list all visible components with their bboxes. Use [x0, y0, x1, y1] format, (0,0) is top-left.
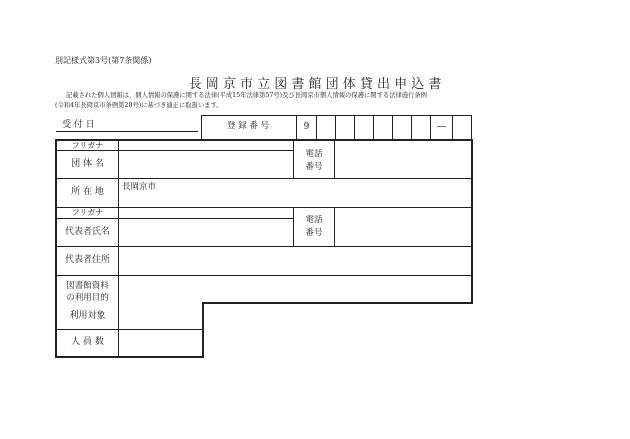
group-name-input[interactable]: [120, 151, 292, 178]
usage-purpose-label: 図書館資料 の利用目的: [66, 281, 109, 303]
form-number: 別記様式第3号(第7条関係): [55, 56, 152, 65]
group-name-label: 団 体 名: [71, 159, 104, 169]
representative-name-label: 代表者氏名: [64, 227, 110, 237]
headcount-input[interactable]: [120, 330, 201, 356]
address-input[interactable]: 長岡京市: [122, 182, 157, 192]
usage-purpose-input[interactable]: [120, 276, 470, 302]
headcount-label: 人 員 数: [71, 337, 104, 347]
table-border-right: [471, 139, 473, 304]
representative-address-label: 代表者住所: [64, 255, 110, 265]
reception-date-label: 受 付 日: [62, 120, 95, 130]
registration-dash: ―: [437, 122, 446, 132]
phone-input-1[interactable]: [336, 141, 470, 178]
table-border-bottom: [55, 356, 204, 358]
representative-name-input[interactable]: [120, 219, 292, 246]
table-border-step: [202, 302, 473, 304]
registration-number-label: 登 録 番 号: [227, 121, 270, 131]
phone-label-2: 電話 番号: [305, 215, 323, 238]
usage-target-label: 利用対象: [69, 311, 106, 321]
phone-label-1: 電話 番号: [305, 149, 323, 172]
privacy-notice-line1: 記載された個人情報は、個人情報の保護に関する法律(平成15年法律第57号)及び長岡京市個人情報の保護に関する法律施行条例: [66, 92, 427, 99]
phone-input-2[interactable]: [336, 208, 470, 246]
usage-target-input[interactable]: [120, 304, 201, 329]
privacy-notice-line2: (令和4年長岡京市条例第28号)に基づき適正に取扱います。: [55, 102, 223, 109]
furigana-label-2: フリガナ: [71, 208, 104, 217]
representative-furigana-input[interactable]: [120, 208, 292, 218]
address-label: 所 在 地: [71, 187, 104, 197]
table-border-step-vertical: [202, 302, 204, 358]
form-title: 長 岡 京 市 立 図 書 館 団 体 貸 出 申 込 書: [188, 77, 442, 92]
representative-address-input[interactable]: [120, 247, 470, 275]
group-furigana-input[interactable]: [120, 141, 292, 150]
reception-date-field[interactable]: [56, 117, 196, 131]
furigana-label-1: フリガナ: [71, 141, 104, 150]
reception-date-underline: [56, 131, 198, 132]
registration-digit-1[interactable]: 9: [303, 122, 310, 132]
table-border-left: [55, 139, 57, 358]
